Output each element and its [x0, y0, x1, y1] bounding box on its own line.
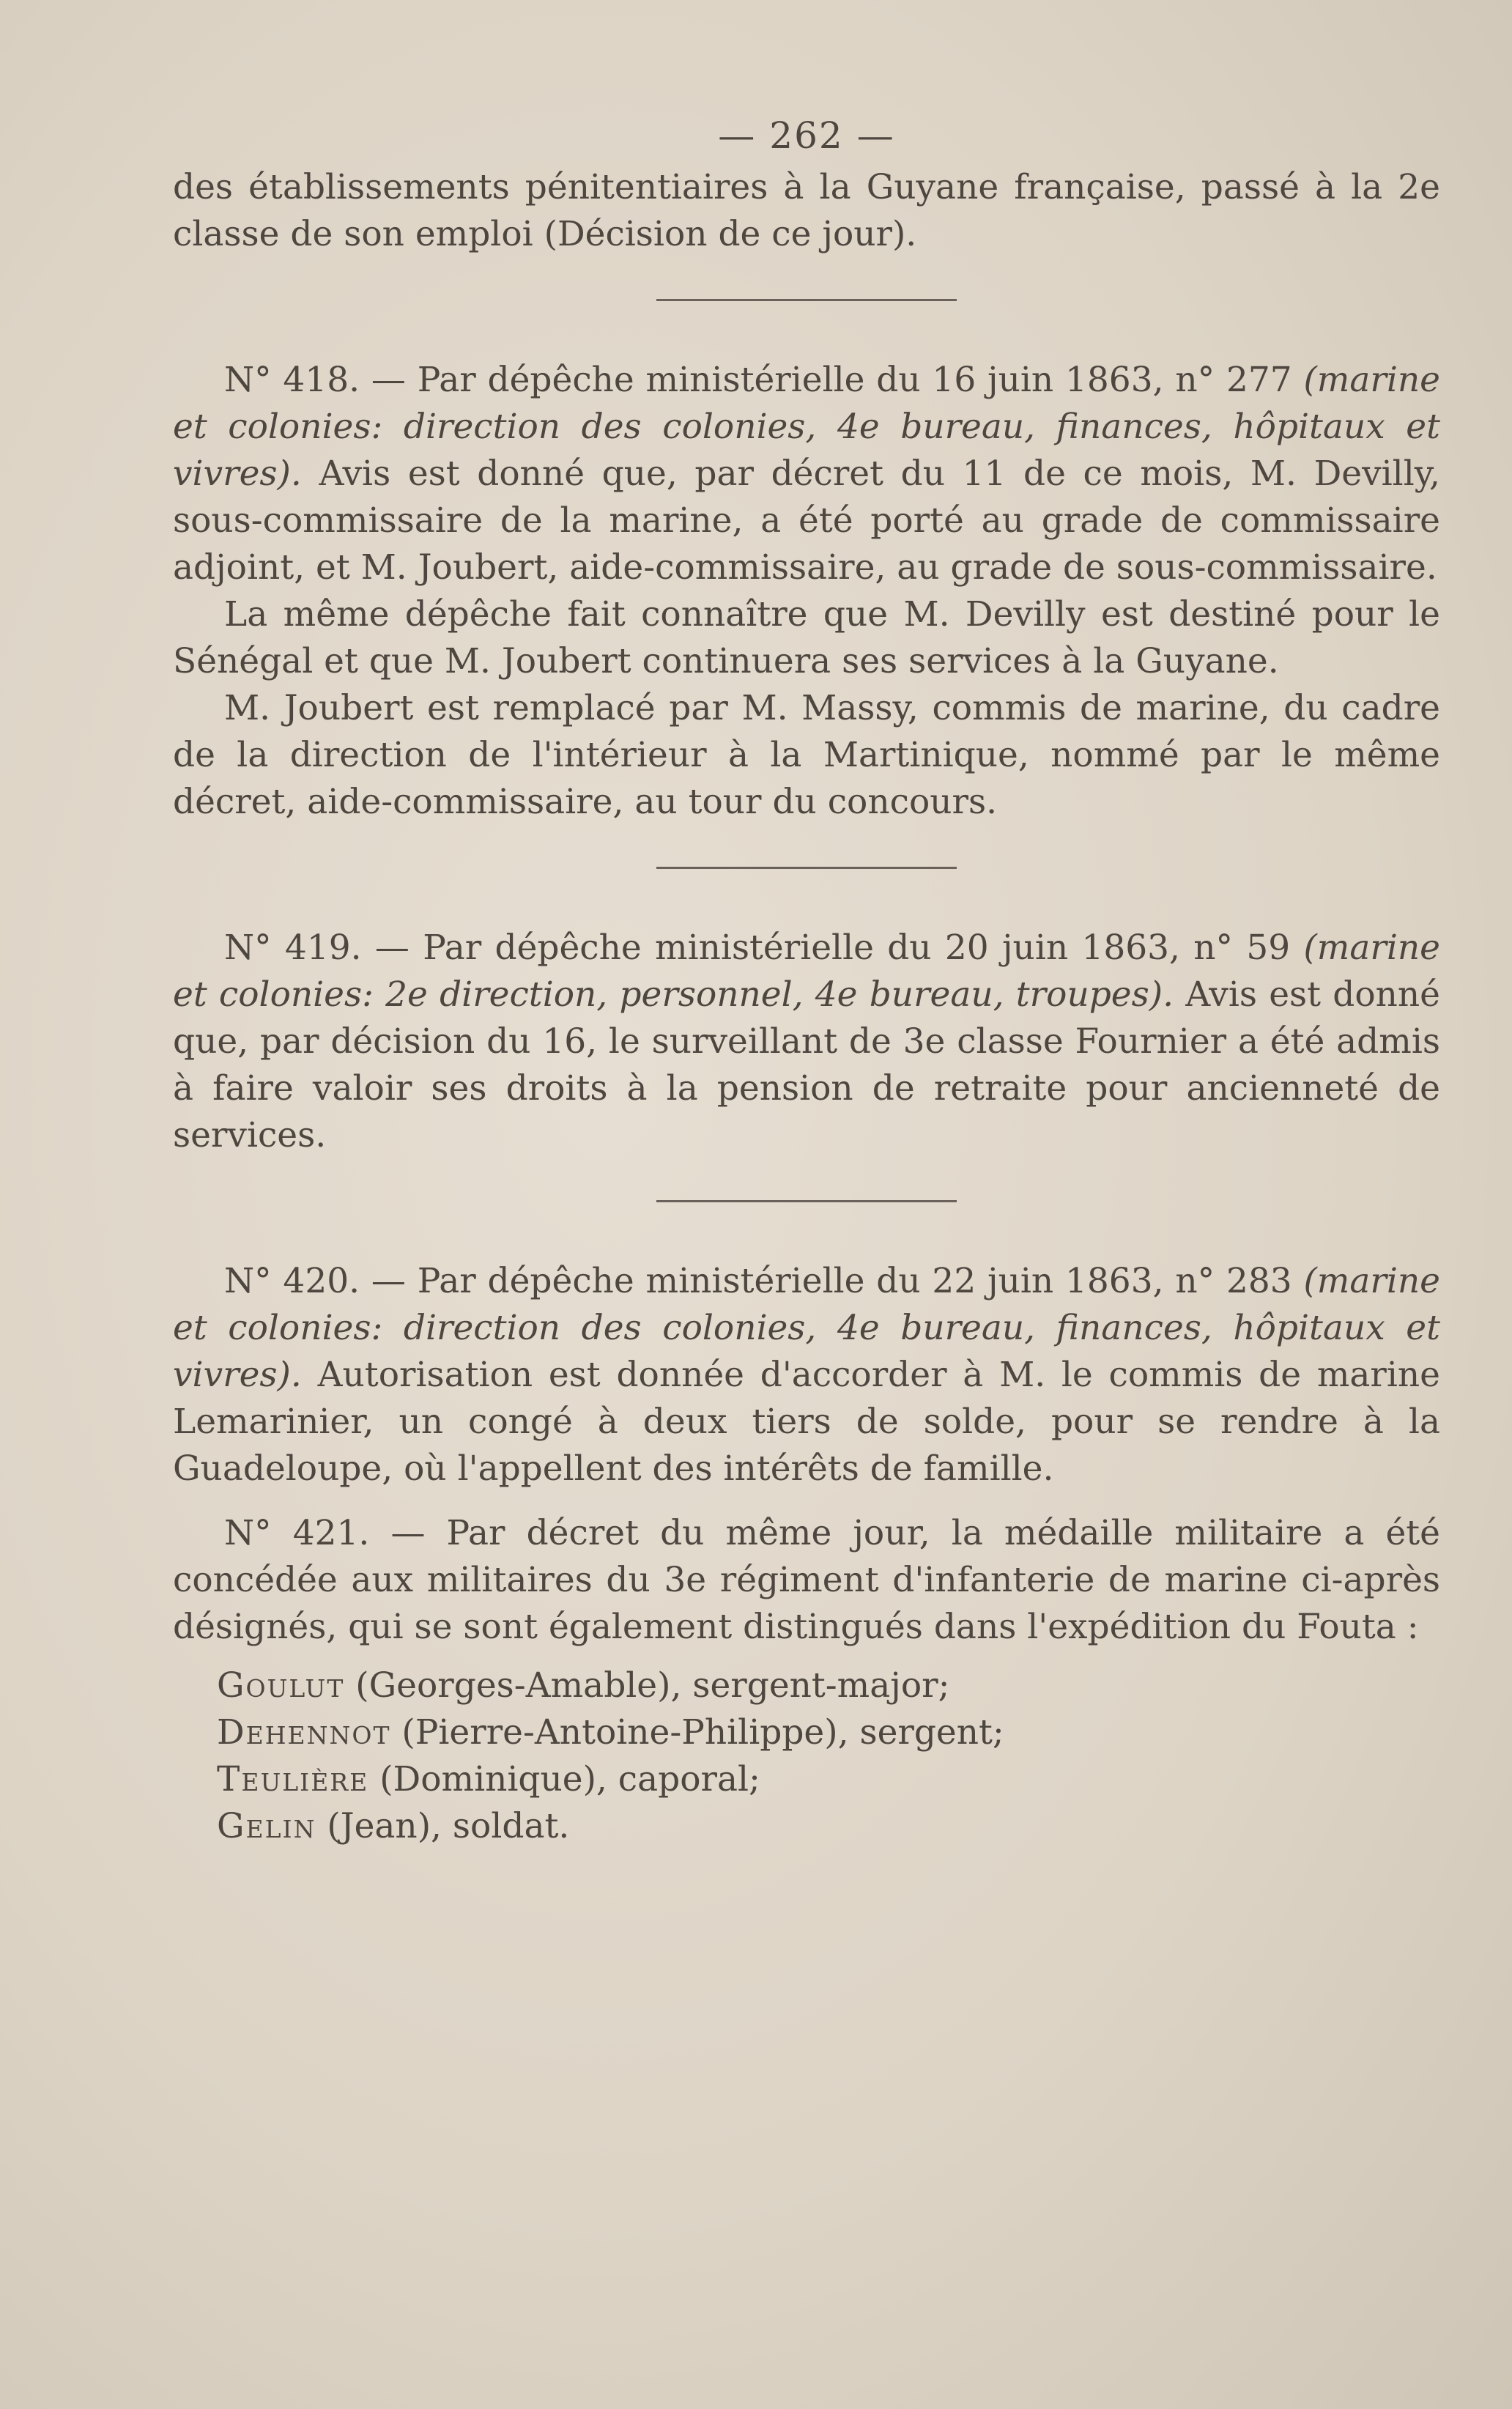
page-number: 262 — [769, 114, 844, 157]
entry-lead: — Par dépêche ministérielle du 22 juin 1863, n° 283 — [371, 1261, 1292, 1301]
recipient-detail: (Jean), soldat. — [327, 1806, 570, 1846]
entry-number: N° 421. — [224, 1513, 370, 1553]
section-divider — [656, 299, 957, 301]
spacer — [173, 1492, 1440, 1510]
recipient-detail: (Pierre-Antoine-Philippe), sergent; — [401, 1712, 1004, 1753]
entry-418 — [173, 357, 1440, 826]
recipient-detail: (Dominique), caporal; — [379, 1759, 760, 1799]
entry-number: N° 419. — [224, 928, 362, 968]
entry-lead: — Par dépêche ministérielle du 16 juin 1863, n° 277 — [371, 360, 1292, 400]
entry-number: N° 418. — [224, 360, 360, 400]
entry-419-paragraph — [173, 925, 1440, 1159]
list-item — [217, 1709, 1440, 1756]
list-item — [217, 1803, 1440, 1850]
list-item — [217, 1756, 1440, 1803]
entry-body: Autorisation est donnée d'accorder à M. le commis de marine Lemarinier, un congé à deux tiers de solde, pour se rendre à la Guadeloupe, où l'appellent des intérêts de famille. — [173, 1355, 1440, 1489]
medal-recipients-list — [217, 1662, 1440, 1850]
entry-418-third-paragraph: M. Joubert est remplacé par M. Massy, commis de marine, du cadre de la direction de l'intérieur à la Martinique, nommé par le même décret, aide-commissaire, au tour du concours. — [173, 688, 1440, 822]
entry-number: N° 420. — [224, 1261, 360, 1301]
entry-lead: — Par décret du même jour, la médaille militaire a été concédée aux militaires du 3e régiment d'infanterie de marine ci-après désignés, qui se sont également distingués dans l'expédition du Fouta : — [173, 1513, 1440, 1647]
entry-department: (marine et colonies: direction des colonies, 4e bureau, finances, hôpitaux et vivres). — [173, 1261, 1440, 1395]
entry-418-second-paragraph: La même dépêche fait connaître que M. Devilly est destiné pour le Sénégal et que M. Joubert continuera ses services à la Guyane. — [173, 594, 1440, 681]
section-divider — [656, 1200, 957, 1202]
continuation-paragraph: des établissements pénitentiaires à la Guyane française, passé à la 2e classe de son emploi (Décision de ce jour). — [173, 167, 1440, 254]
page-content — [173, 110, 1440, 1850]
entry-body: Avis est donné que, par décret du 11 de ce mois, M. Devilly, sous-commissaire de la marine, a été porté au grade de commissaire adjoint, et M. Joubert, aide-commissaire, au grade de sous-commissaire. — [173, 454, 1440, 588]
entry-department: (marine et colonies: 2e direction, personnel, 4e bureau, troupes). — [173, 928, 1440, 1015]
entry-418-first-paragraph — [173, 357, 1440, 591]
recipient-detail: (Georges-Amable), sergent-major; — [355, 1665, 950, 1706]
list-item — [217, 1662, 1440, 1709]
recipient-name: Dehennot — [217, 1712, 391, 1753]
recipient-name: Goulut — [217, 1665, 345, 1706]
recipient-name: Gelin — [217, 1806, 316, 1846]
section-divider — [656, 867, 957, 869]
page-number-header — [173, 110, 1440, 161]
entry-420-paragraph — [173, 1258, 1440, 1492]
entry-lead: — Par dépêche ministérielle du 20 juin 1863, n° 59 — [374, 928, 1291, 968]
folio-dash-right: — — [856, 114, 895, 157]
entry-420 — [173, 1258, 1440, 1492]
folio-dash-left: — — [718, 114, 757, 157]
entry-419 — [173, 925, 1440, 1159]
entry-body: Avis est donné que, par décision du 16, le surveillant de 3e classe Fournier a été admis à faire valoir ses droits à la pension de retraite pour ancienneté de services. — [173, 974, 1440, 1155]
entry-421 — [173, 1510, 1440, 1850]
entry-421-paragraph — [173, 1510, 1440, 1651]
entry-department: (marine et colonies: direction des colonies, 4e bureau, finances, hôpitaux et vivres). — [173, 360, 1440, 494]
recipient-name: Teulière — [217, 1759, 369, 1799]
